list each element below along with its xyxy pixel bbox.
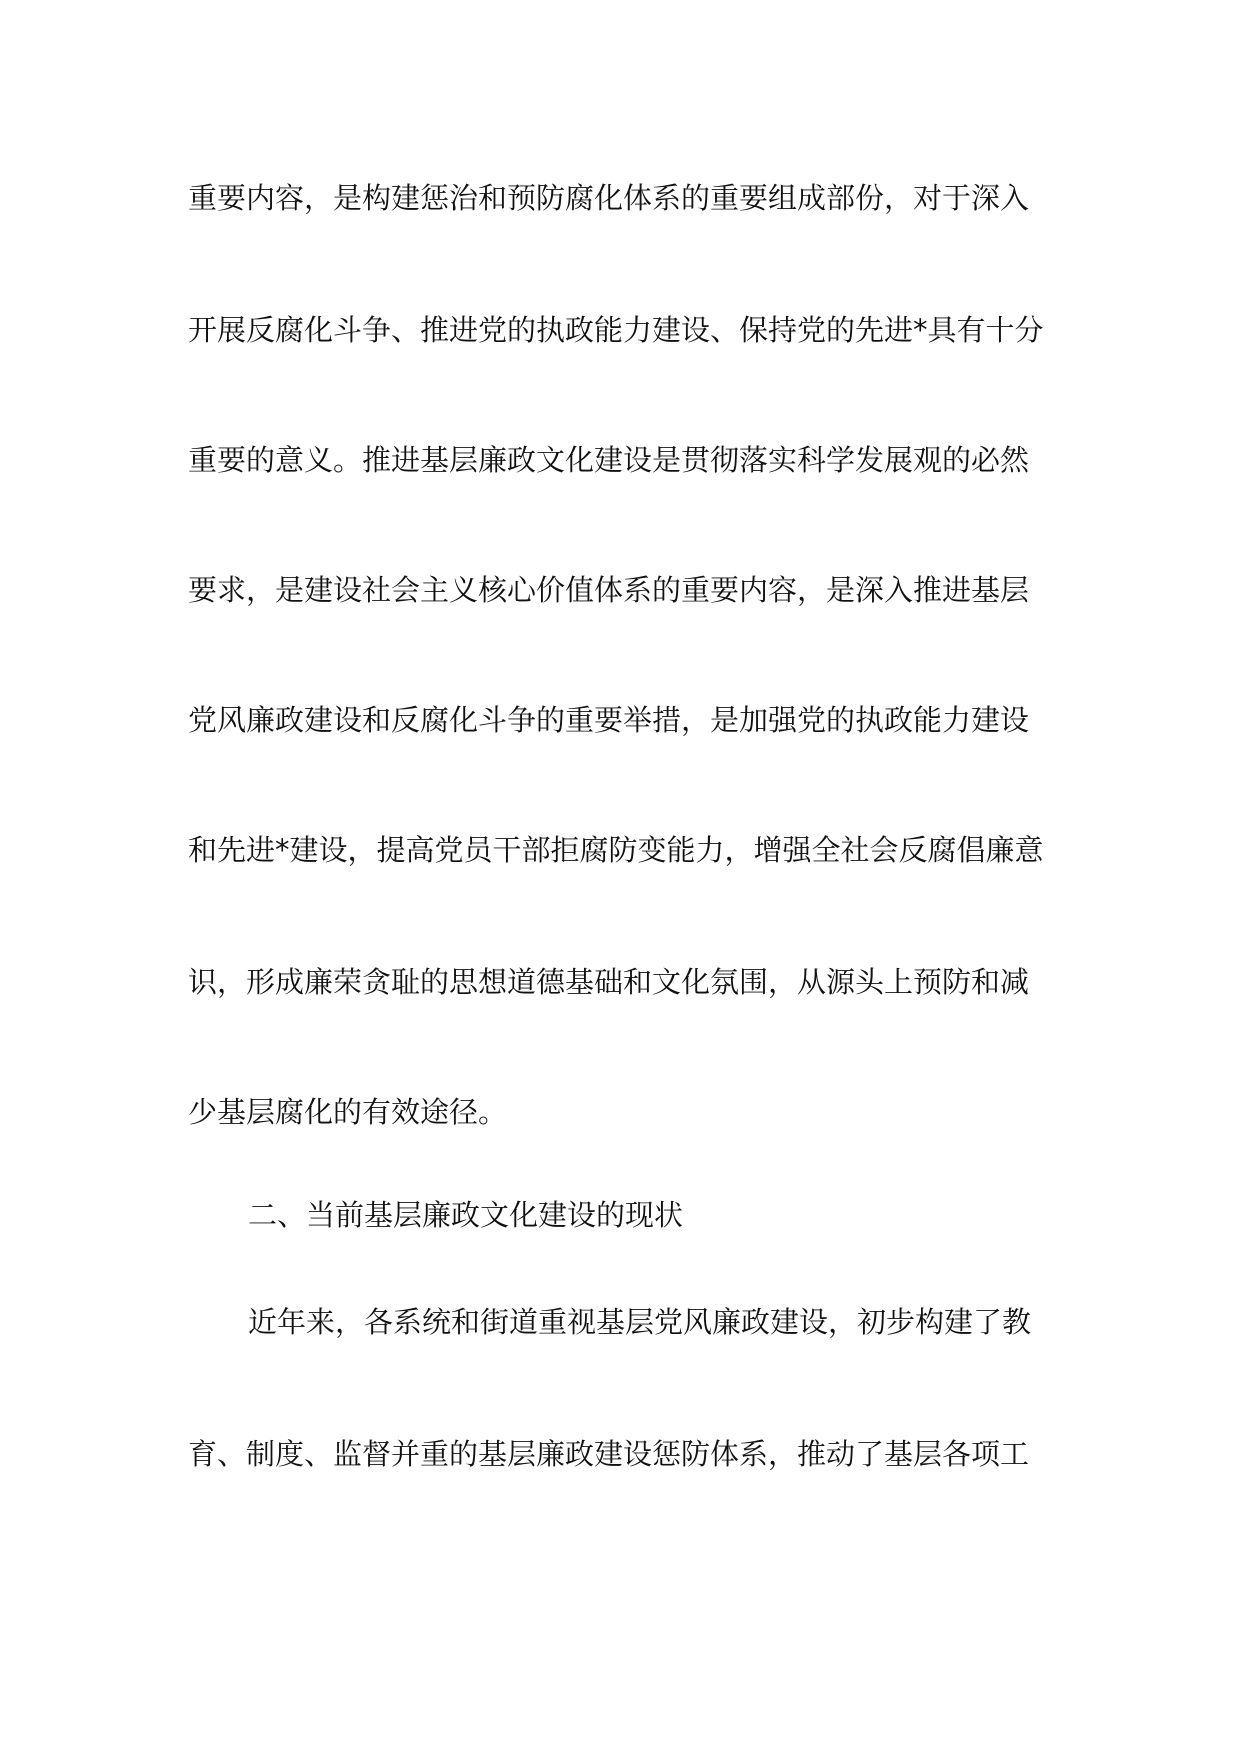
section-heading: 二、当前基层廉政文化建设的现状 [248, 1198, 684, 1232]
body-text-line: 要求，是建设社会主义核心价值体系的重要内容，是深入推进基层 [188, 573, 1030, 607]
body-text-line: 少基层腐化的有效途径。 [188, 1095, 508, 1129]
body-text-line: 党风廉政建设和反腐化斗争的重要举措，是加强党的执政能力建设 [188, 703, 1030, 737]
body-text-line: 育、制度、监督并重的基层廉政建设惩防体系，推动了基层各项工 [188, 1437, 1030, 1471]
body-text-line: 重要的意义。推进基层廉政文化建设是贯彻落实科学发展观的必然 [188, 443, 1030, 477]
paragraph-first-line: 近年来，各系统和街道重视基层党风廉政建设，初步构建了教 [248, 1305, 1032, 1339]
body-text-line: 和先进*建设，提高党员干部拒腐防变能力，增强全社会反腐倡廉意 [188, 833, 1044, 867]
body-text-line: 识，形成廉荣贪耻的思想道德基础和文化氛围，从源头上预防和减 [188, 965, 1030, 999]
body-text-line: 重要内容，是构建惩治和预防腐化体系的重要组成部份，对于深入 [188, 181, 1030, 215]
body-text-line: 开展反腐化斗争、推进党的执政能力建设、保持党的先进*具有十分 [188, 313, 1044, 347]
